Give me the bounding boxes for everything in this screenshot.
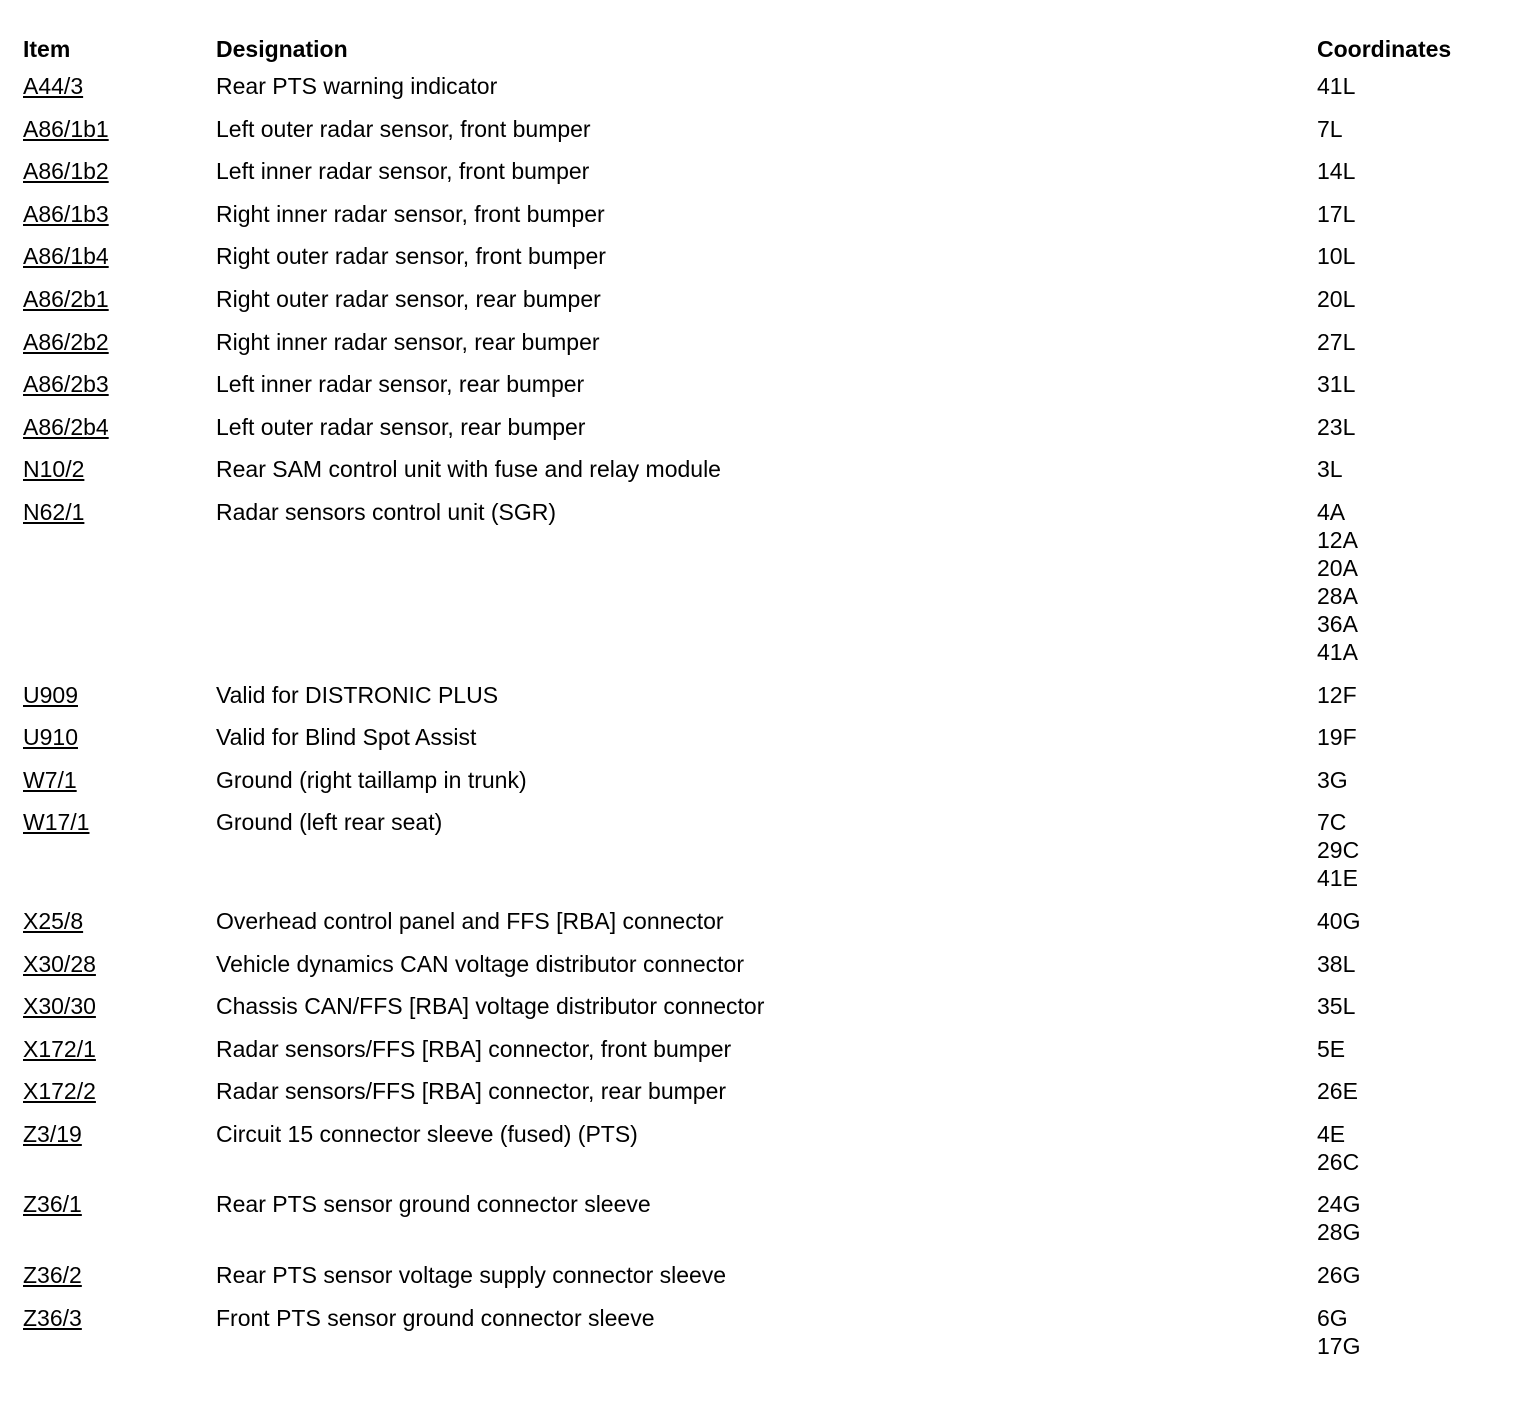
designation-cell: Right outer radar sensor, front bumper <box>216 243 606 270</box>
item-link[interactable]: Z36/3 <box>23 1304 82 1331</box>
coordinates-cell <box>1317 200 1503 228</box>
item-link[interactable]: Z36/1 <box>23 1191 82 1218</box>
table-row <box>23 498 1503 666</box>
item-link[interactable]: X25/8 <box>23 907 84 934</box>
coordinate-value: 28G <box>1317 1219 1361 1246</box>
coordinate-value: 17L <box>1317 200 1356 227</box>
item-cell <box>23 1077 216 1105</box>
table-row <box>23 907 1503 935</box>
designation-cell: Vehicle dynamics CAN voltage distributor connector <box>216 950 744 977</box>
coordinate-value: 20A <box>1317 554 1358 581</box>
item-cell <box>23 992 216 1020</box>
header-item: Item <box>23 36 71 62</box>
table-row <box>23 413 1503 441</box>
coordinates-cell <box>1317 1261 1503 1289</box>
item-link[interactable]: U910 <box>23 724 78 751</box>
coordinates-cell <box>1317 413 1503 441</box>
coordinates-cell <box>1317 766 1503 794</box>
table-row <box>23 1120 1503 1176</box>
item-cell <box>23 242 216 270</box>
item-link[interactable]: X172/1 <box>23 1035 96 1062</box>
coordinate-value: 17G <box>1317 1332 1361 1359</box>
item-link[interactable]: A86/2b4 <box>23 413 109 440</box>
table-row <box>23 950 1503 978</box>
coordinate-value: 41L <box>1317 73 1356 99</box>
coordinate-value: 12A <box>1317 526 1358 553</box>
table-row <box>23 328 1503 356</box>
item-cell <box>23 498 216 526</box>
table-row <box>23 766 1503 794</box>
designation-cell: Right inner radar sensor, rear bumper <box>216 328 600 355</box>
coordinate-value: 27L <box>1317 328 1356 355</box>
coordinate-value: 10L <box>1317 243 1356 270</box>
coordinate-value: 3G <box>1317 766 1348 793</box>
coordinates-cell <box>1317 1304 1503 1360</box>
coordinates-cell <box>1317 242 1503 270</box>
coordinate-value: 4E <box>1317 1120 1346 1147</box>
item-cell <box>23 455 216 483</box>
designation-cell: Rear PTS sensor voltage supply connector sleeve <box>216 1262 727 1289</box>
designation-cell: Rear PTS warning indicator <box>216 73 498 99</box>
item-link[interactable]: X172/2 <box>23 1078 96 1105</box>
designation-cell: Radar sensors/FFS [RBA] connector, rear bumper <box>216 1078 727 1105</box>
table-header <box>23 34 1503 72</box>
table-row <box>23 808 1503 892</box>
coordinate-value: 5E <box>1317 1035 1346 1062</box>
designation-cell: Ground (left rear seat) <box>216 809 443 836</box>
coordinates-cell <box>1317 950 1503 978</box>
item-cell <box>23 328 216 356</box>
item-cell <box>23 723 216 751</box>
coordinate-value: 6G <box>1317 1304 1348 1331</box>
coordinates-cell <box>1317 72 1503 100</box>
coordinates-cell <box>1317 1035 1503 1063</box>
item-cell <box>23 1035 216 1063</box>
coordinate-value: 7C <box>1317 809 1347 836</box>
table-row <box>23 992 1503 1020</box>
item-cell <box>23 681 216 709</box>
table-body <box>23 72 1503 1360</box>
header-coordinates: Coordinates <box>1317 36 1452 62</box>
designation-cell: Left inner radar sensor, front bumper <box>216 158 590 185</box>
designation-cell: Left outer radar sensor, front bumper <box>216 115 591 142</box>
coordinate-value: 26G <box>1317 1262 1361 1289</box>
coordinates-cell <box>1317 455 1503 483</box>
item-link[interactable]: W7/1 <box>23 766 77 793</box>
designation-cell: Circuit 15 connector sleeve (fused) (PTS) <box>216 1120 638 1147</box>
coordinates-cell <box>1317 992 1503 1020</box>
item-cell <box>23 766 216 794</box>
table-row <box>23 115 1503 143</box>
designation-cell: Right inner radar sensor, front bumper <box>216 200 605 227</box>
table-row <box>23 1304 1503 1360</box>
table-row <box>23 200 1503 228</box>
designation-cell: Radar sensors control unit (SGR) <box>216 498 557 525</box>
coordinates-cell <box>1317 370 1503 398</box>
coordinate-value: 41A <box>1317 638 1358 665</box>
table-row <box>23 1035 1503 1063</box>
table-row <box>23 242 1503 270</box>
item-link[interactable]: A86/1b1 <box>23 115 109 142</box>
item-link[interactable]: W17/1 <box>23 809 90 836</box>
designation-cell: Rear PTS sensor ground connector sleeve <box>216 1191 651 1218</box>
item-cell <box>23 1304 216 1332</box>
coordinate-value: 41E <box>1317 865 1358 892</box>
designation-cell: Rear SAM control unit with fuse and relay module <box>216 456 721 483</box>
coordinate-value: 36A <box>1317 610 1358 637</box>
table-row <box>23 72 1503 100</box>
coordinate-value: 28A <box>1317 582 1358 609</box>
coordinate-value: 7L <box>1317 115 1343 142</box>
item-cell <box>23 370 216 398</box>
item-link[interactable]: A86/2b2 <box>23 328 109 355</box>
item-link[interactable]: A44/3 <box>23 73 84 99</box>
coordinate-value: 23L <box>1317 413 1356 440</box>
item-cell <box>23 200 216 228</box>
table-row <box>23 455 1503 483</box>
coordinate-value: 35L <box>1317 993 1356 1020</box>
item-cell <box>23 950 216 978</box>
item-link[interactable]: A86/1b2 <box>23 158 109 185</box>
coordinate-value: 24G <box>1317 1191 1361 1218</box>
coordinate-value: 20L <box>1317 285 1356 312</box>
item-link[interactable]: N10/2 <box>23 456 85 483</box>
designation-cell: Radar sensors/FFS [RBA] connector, front bumper <box>216 1035 732 1062</box>
item-cell <box>23 157 216 185</box>
component-legend-table <box>23 34 1503 1360</box>
designation-cell: Left outer radar sensor, rear bumper <box>216 413 586 440</box>
coordinates-cell <box>1317 115 1503 143</box>
table-row <box>23 1190 1503 1246</box>
designation-cell: Valid for Blind Spot Assist <box>216 724 477 751</box>
coordinates-cell <box>1317 498 1503 666</box>
item-link[interactable]: N62/1 <box>23 498 85 525</box>
coordinate-value: 38L <box>1317 950 1356 977</box>
item-cell <box>23 413 216 441</box>
coordinates-cell <box>1317 907 1503 935</box>
item-link[interactable]: A86/2b3 <box>23 371 109 398</box>
coordinates-cell <box>1317 1120 1503 1176</box>
coordinate-value: 29C <box>1317 837 1360 864</box>
item-link[interactable]: A86/1b3 <box>23 200 109 227</box>
item-cell <box>23 808 216 836</box>
item-link[interactable]: X30/30 <box>23 993 96 1020</box>
table-row <box>23 370 1503 398</box>
coordinates-cell <box>1317 285 1503 313</box>
designation-cell: Overhead control panel and FFS [RBA] connector <box>216 907 724 934</box>
coordinates-cell <box>1317 723 1503 751</box>
coordinate-value: 14L <box>1317 158 1356 185</box>
table-row <box>23 681 1503 709</box>
table-row <box>23 285 1503 313</box>
coordinate-value: 4A <box>1317 498 1346 525</box>
coordinate-value: 12F <box>1317 681 1357 708</box>
item-cell <box>23 72 216 100</box>
designation-cell: Valid for DISTRONIC PLUS <box>216 681 499 708</box>
table-row <box>23 157 1503 185</box>
coordinate-value: 40G <box>1317 907 1361 934</box>
coordinates-cell <box>1317 681 1503 709</box>
coordinates-cell <box>1317 1077 1503 1105</box>
item-link[interactable]: A86/2b1 <box>23 285 109 312</box>
item-cell <box>23 1261 216 1289</box>
item-cell <box>23 1120 216 1148</box>
item-link[interactable]: Z36/2 <box>23 1262 82 1289</box>
coordinates-cell <box>1317 157 1503 185</box>
item-link[interactable]: Z3/19 <box>23 1120 82 1147</box>
header-designation: Designation <box>216 36 348 62</box>
item-link[interactable]: X30/28 <box>23 950 96 977</box>
designation-cell: Ground (right taillamp in trunk) <box>216 766 527 793</box>
designation-cell: Chassis CAN/FFS [RBA] voltage distributor connector <box>216 993 765 1020</box>
item-cell <box>23 285 216 313</box>
designation-cell: Left inner radar sensor, rear bumper <box>216 371 585 398</box>
coordinates-cell <box>1317 328 1503 356</box>
coordinate-value: 26C <box>1317 1148 1360 1175</box>
item-link[interactable]: A86/1b4 <box>23 243 109 270</box>
coordinates-cell <box>1317 1190 1503 1246</box>
table-row <box>23 723 1503 751</box>
coordinate-value: 26E <box>1317 1078 1358 1105</box>
designation-cell: Right outer radar sensor, rear bumper <box>216 285 601 312</box>
designation-cell: Front PTS sensor ground connector sleeve <box>216 1304 655 1331</box>
item-cell <box>23 1190 216 1218</box>
table-row <box>23 1077 1503 1105</box>
item-link[interactable]: U909 <box>23 681 78 708</box>
coordinate-value: 31L <box>1317 371 1356 398</box>
item-cell <box>23 115 216 143</box>
coordinate-value: 19F <box>1317 724 1357 751</box>
table-row <box>23 1261 1503 1289</box>
coordinate-value: 3L <box>1317 456 1343 483</box>
item-cell <box>23 907 216 935</box>
coordinates-cell <box>1317 808 1503 892</box>
